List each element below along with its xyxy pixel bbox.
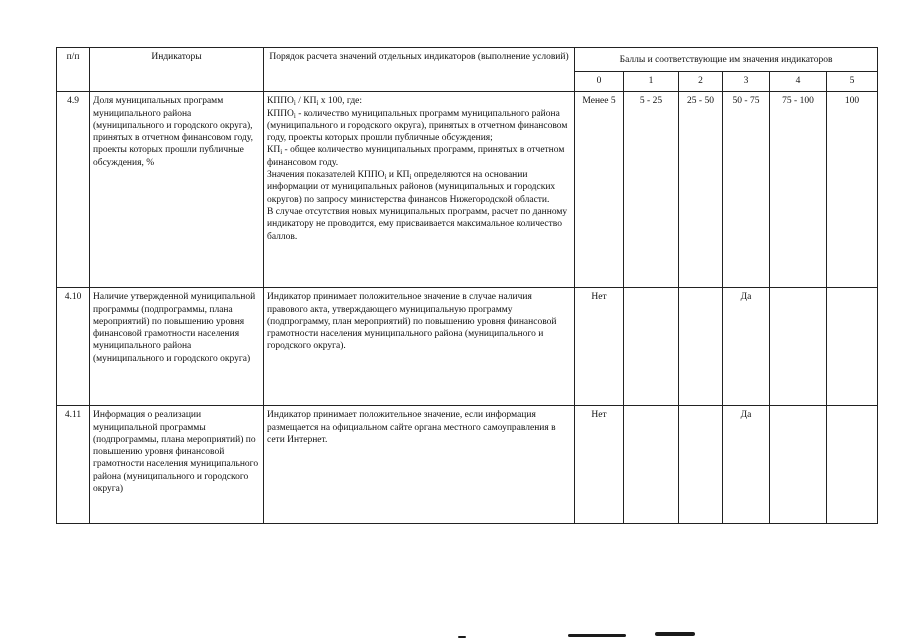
scan-artifact [568, 634, 626, 637]
scan-artifact [655, 632, 695, 636]
score-cell [679, 406, 723, 524]
indicators-table [56, 47, 878, 524]
score-cell [624, 406, 679, 524]
score-cell [770, 288, 827, 406]
header-procedure: Порядок расчета значений отдельных индикаторов (выполнение условий) [264, 48, 575, 92]
row-number: 4.10 [57, 288, 90, 406]
score-cell [827, 406, 878, 524]
header-score-0: 0 [575, 72, 624, 92]
no-programs-note: В случае отсутствия новых муниципальных программ, расчет по данному индикатору не проводится, ему присваивается максимальное количество баллов. [267, 206, 568, 242]
score-cell: 75 - 100 [770, 92, 827, 288]
score-cell [624, 288, 679, 406]
score-cell: Менее 5 [575, 92, 624, 288]
scan-artifact [458, 636, 466, 638]
header-score-4: 4 [770, 72, 827, 92]
header-scores-group: Баллы и соответствующие им значения индикаторов [575, 48, 878, 72]
data-source-note: Значения показателей $КППО_i$ и $КП_i$ определяются на основании информации от муниципальных районов (муниципальных и городских округов) по запросу министерства финансов Нижегородской области. [267, 170, 556, 205]
table-row [57, 288, 878, 406]
row-number: 4.11 [57, 406, 90, 524]
score-cell [770, 406, 827, 524]
score-cell [827, 288, 878, 406]
row-number: 4.9 [57, 92, 90, 288]
score-cell: Нет [575, 288, 624, 406]
score-cell [679, 288, 723, 406]
row-indicator: Доля муниципальных программ муниципального района (муниципального и городского округа), принятых в отчетном финансовом году, проекты которых прошли публичные обсуждения, % [90, 92, 264, 288]
header-score-5: 5 [827, 72, 878, 92]
score-cell: Нет [575, 406, 624, 524]
header-score-2: 2 [679, 72, 723, 92]
formula: $КППО_i / КП_i$ х 100, где: [267, 96, 363, 108]
score-cell: 25 - 50 [679, 92, 723, 288]
row-procedure: Индикатор принимает положительное значение, если информация размещается на официальном сайте органа местного самоуправления в сети Интернет. [264, 406, 575, 524]
row-indicator: Информация о реализации муниципальной программы (подпрограммы, плана мероприятий) по повышению уровня финансовой грамотности населения муниципального района (муниципального и городского округа) [90, 406, 264, 524]
table-row [57, 406, 878, 524]
score-cell: 50 - 75 [723, 92, 770, 288]
row-indicator: Наличие утвержденной муниципальной программы (подпрограммы, плана мероприятий) по повышению уровня финансовой грамотности населения муниципального района (муниципального и городского округа) [90, 288, 264, 406]
definition-kp: $КП_i$ - общее количество муниципальных программ, принятых в отчетном финансовом году. [267, 145, 565, 168]
table-row [57, 92, 878, 288]
definition-kppo: $КППО_i$ - количество муниципальных программ муниципального района (муниципального и городского округа), принятых в отчетном финансовом году, проекты которых прошли публичные обсуждения; [267, 108, 568, 144]
score-cell: Да [723, 406, 770, 524]
header-score-3: 3 [723, 72, 770, 92]
row-procedure [264, 92, 575, 288]
row-procedure: Индикатор принимает положительное значение в случае наличия правового акта, утверждающего муниципальную программу (подпрограмму, план мероприятий) по повышению уровня финансовой грамотности населения муниципального района (муниципального и городского округа). [264, 288, 575, 406]
header-indicators: Индикаторы [90, 48, 264, 92]
score-cell: Да [723, 288, 770, 406]
header-score-1: 1 [624, 72, 679, 92]
header-num: п/п [57, 48, 90, 92]
score-cell: 5 - 25 [624, 92, 679, 288]
score-cell: 100 [827, 92, 878, 288]
